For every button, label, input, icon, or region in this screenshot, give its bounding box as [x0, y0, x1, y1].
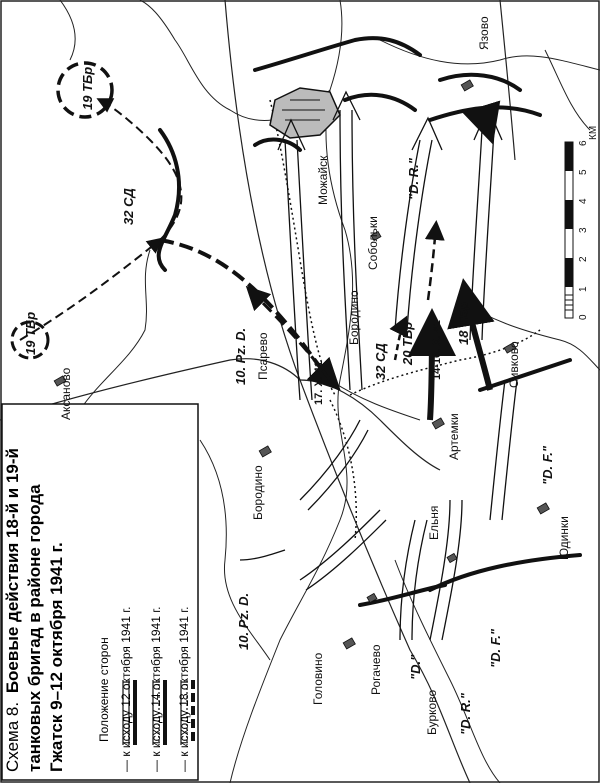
- label-tbr19-top: 19 ТБр: [80, 66, 95, 110]
- legend-item-18: — к исходу 18 октября 1941 г.: [177, 606, 191, 772]
- scale-unit: КМ: [588, 125, 599, 140]
- label-golovino: Головино: [311, 652, 325, 705]
- title-line-3: Гжатск 9–12 октября 1941 г.: [47, 542, 66, 772]
- label-pzd10-a: 10. Pz. D.: [233, 327, 248, 385]
- label-tbr20: 20 ТБр: [400, 321, 415, 365]
- label-sobolki: Собольки: [366, 216, 380, 270]
- scale-tick-6: 6: [578, 140, 589, 146]
- label-d-a: "D.": [408, 654, 423, 680]
- scale-bar: [565, 142, 573, 318]
- scale-tick-4: 4: [578, 198, 589, 204]
- label-df-a: "D. F.": [540, 445, 555, 485]
- label-sd32-mid: 32 СД: [373, 343, 388, 380]
- mozhaysk-city: [270, 88, 340, 138]
- scale-tick-2: 2: [578, 256, 589, 262]
- legend-item-12: — к исходу 12 октября 1941 г.: [119, 606, 133, 772]
- soviet-arrows: [20, 100, 490, 420]
- scale-tick-1: 1: [578, 286, 589, 292]
- scale-tick-0: 0: [578, 314, 589, 320]
- label-df-b: "D. F.": [488, 628, 503, 668]
- legend-item-14: — к исходу 14 октября 1941 г.: [149, 606, 163, 772]
- label-dr-b: "D. R.": [458, 693, 473, 735]
- label-psarevo: Псарево: [256, 332, 270, 380]
- label-sd32-top: 32 СД: [121, 188, 136, 225]
- label-artemki: Артемки: [447, 413, 461, 460]
- title-text-1: Боевые действия 18-й и 19-й: [3, 448, 22, 694]
- scale-labels: [578, 126, 599, 320]
- label-aksanovo: Аксаново: [59, 367, 73, 420]
- label-dr-a: "D. R.": [406, 158, 421, 200]
- label-rogachevo: Рогачево: [369, 644, 383, 695]
- label-elnya: Ельня: [427, 505, 441, 540]
- label-date-14-16: 14-16. X. 41: [431, 320, 443, 380]
- label-borodino-village: Бородино: [347, 290, 361, 345]
- scale-tick-3: 3: [578, 227, 589, 233]
- legend-heading: Положение сторон: [97, 637, 111, 742]
- label-yazovo: Язово: [477, 16, 491, 50]
- label-date-17: 17. X. 41: [313, 360, 325, 405]
- scale-tick-5: 5: [578, 169, 589, 175]
- label-sivkovo: Сивково: [507, 341, 521, 388]
- title-prefix: Схема 8.: [3, 701, 22, 772]
- title-line-2: танковых бригад в районе города: [25, 484, 44, 772]
- title-line-1: [3, 448, 22, 772]
- label-pzd10-b: 10. Pz. D.: [236, 592, 251, 650]
- label-tbr18: 18 ТБр: [456, 301, 471, 345]
- label-tbr19-left: 19 ТБр: [23, 311, 38, 355]
- label-borodino-station: Бородино: [251, 465, 265, 520]
- label-mozhaysk: Можайск: [316, 155, 330, 205]
- label-yudinki: Юдинки: [557, 516, 571, 560]
- label-burkovo: Бурково: [425, 689, 439, 735]
